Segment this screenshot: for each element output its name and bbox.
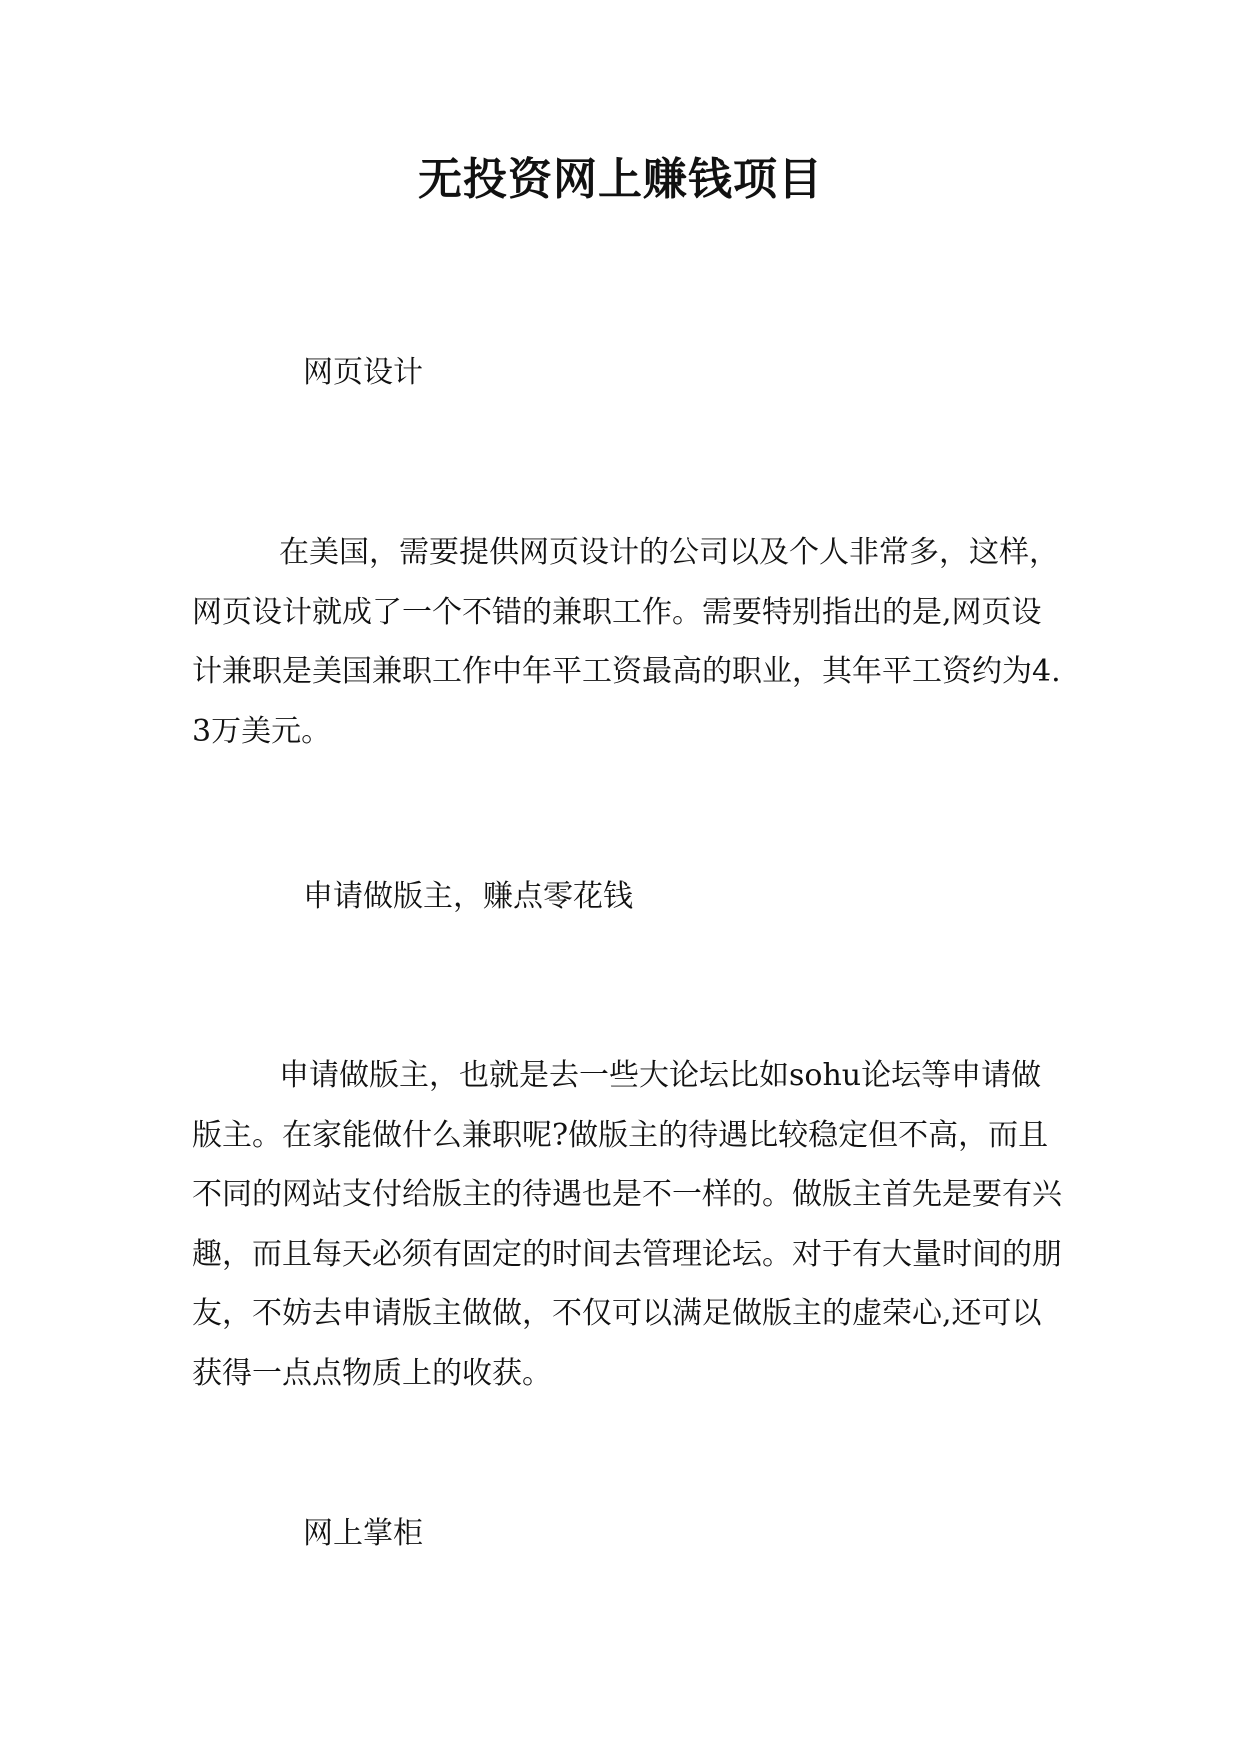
section-paragraph-web-design: 在美国，需要提供网页设计的公司以及个人非常多，这样，网页设计就成了一个不错的兼职工作。需要特别指出的是,网页设计兼职是美国兼职工作中年平工资最高的职业，其年平工资约为4.3万美元。 xyxy=(192,535,1061,749)
section-heading-moderator: 申请做版主，赚点零花钱 xyxy=(303,879,633,914)
section-heading-online-shop: 网上掌柜 xyxy=(303,1516,423,1551)
document-title: 无投资网上赚钱项目 xyxy=(418,154,823,205)
section-heading-web-design: 网页设计 xyxy=(303,355,423,390)
section-paragraph-moderator: 申请做版主，也就是去一些大论坛比如sohu论坛等申请做版主。在家能做什么兼职呢?做版主的待遇比较稳定但不高，而且不同的网站支付给版主的待遇也是不一样的。做版主首先是要有兴趣，而且每天必须有固定的时间去管理论坛。对于有大量时间的朋友，不妨去申请版主做做，不仅可以满足做版主的虚荣心,还可以获得一点点物质上的收获。 xyxy=(192,1058,1062,1391)
